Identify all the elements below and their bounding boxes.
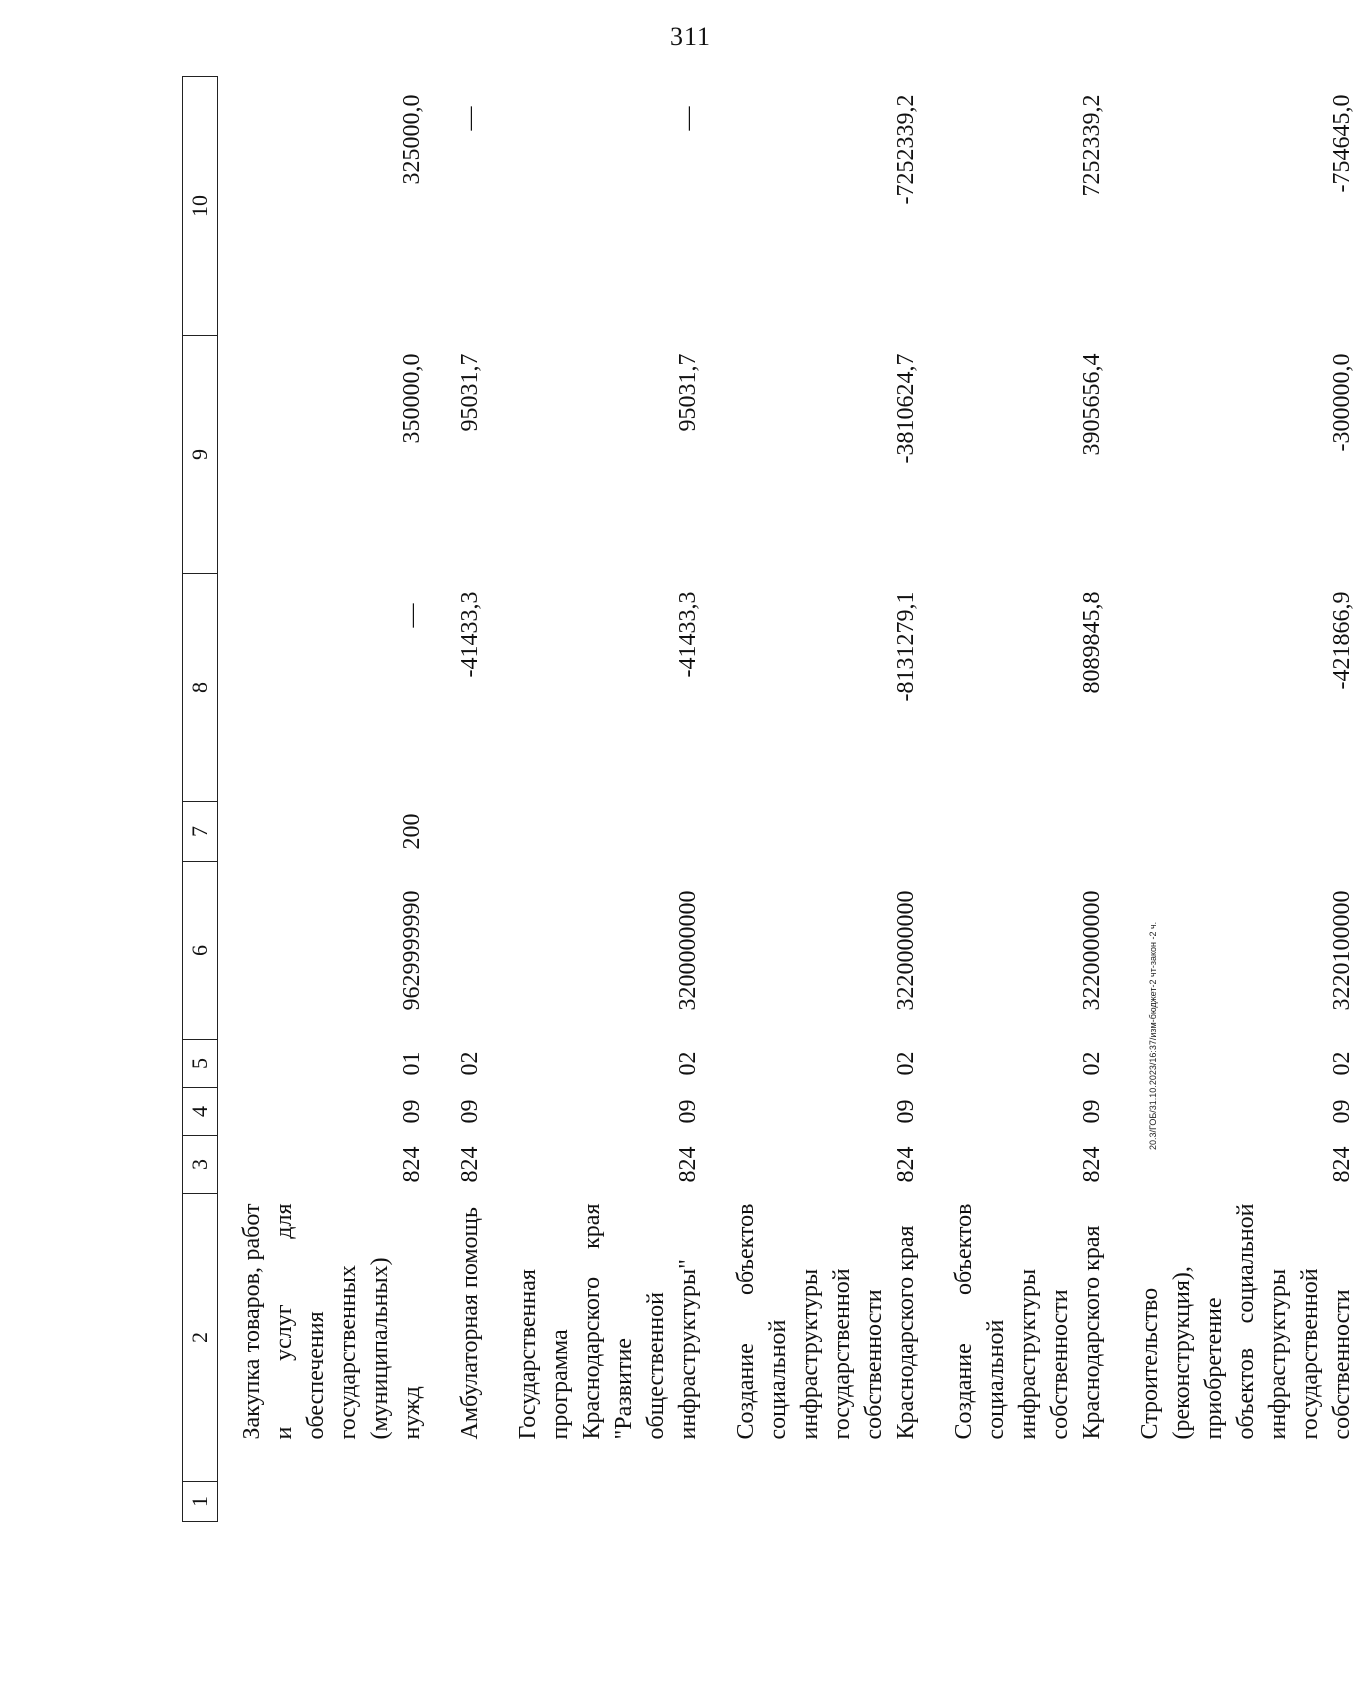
target-article-cell: 3220000000 (893, 890, 919, 1011)
expense-type-cell (436, 802, 494, 862)
amount-cell: — (457, 106, 483, 131)
table-row (494, 77, 712, 1522)
expense-type-cell: 200 (399, 813, 425, 850)
amount-cell: 3905656,4 (1079, 353, 1105, 456)
amount-cell: -8131279,1 (893, 591, 919, 702)
table-header-row (183, 77, 218, 1522)
table-row (436, 77, 494, 1522)
column-header: 4 (183, 1088, 218, 1136)
subsection-cell: 02 (457, 1051, 483, 1076)
amount-cell: -421866,9 (1329, 591, 1355, 690)
amount-cell: -3810624,7 (893, 353, 919, 464)
expense-type-cell (712, 802, 930, 862)
amount-cell: — (399, 603, 425, 628)
target-article-cell: 3220000000 (1079, 890, 1105, 1011)
row-number-cell (436, 1482, 494, 1522)
code-cell: 824 (675, 1146, 701, 1183)
column-header: 7 (183, 802, 218, 862)
amount-cell: — (675, 106, 701, 131)
target-article-cell: 3200000000 (675, 890, 701, 1011)
column-header: 9 (183, 336, 218, 574)
table-row (930, 77, 1116, 1522)
column-header: 2 (183, 1194, 218, 1482)
amount-cell: 325000,0 (399, 94, 425, 185)
table-row (218, 77, 437, 1522)
section-cell: 09 (399, 1099, 425, 1124)
column-header: 10 (183, 77, 218, 336)
target-article-cell: 9629999990 (399, 890, 425, 1011)
amount-cell: 8089845,8 (1079, 591, 1105, 694)
amount-cell: 95031,7 (675, 353, 701, 432)
amount-cell: -300000,0 (1329, 353, 1355, 452)
code-cell: 824 (1329, 1146, 1355, 1183)
description-cell: Строительство (реконструкция), приобретение объектов социальной инфраструктуры государственной собственности (1137, 1203, 1355, 1440)
section-cell: 09 (1079, 1099, 1105, 1124)
row-number-cell (1116, 1482, 1366, 1522)
subsection-cell: 02 (1329, 1051, 1355, 1076)
target-article-cell: 3220100000 (1329, 890, 1355, 1011)
column-header: 5 (183, 1040, 218, 1088)
code-cell: 824 (1079, 1146, 1105, 1183)
expense-type-cell (1116, 802, 1366, 862)
amount-cell: -754645,0 (1329, 94, 1355, 193)
column-header: 8 (183, 574, 218, 802)
page-number: 311 (670, 22, 712, 51)
section-cell: 09 (1329, 1099, 1355, 1124)
row-number-cell (930, 1482, 1116, 1522)
subsection-cell: 02 (675, 1051, 701, 1076)
column-header: 3 (183, 1136, 218, 1194)
description-cell: Создание объектов социальной инфраструктуры собственности Краснодарского края (951, 1203, 1105, 1440)
table-row (1116, 77, 1366, 1522)
expense-type-cell (494, 802, 712, 862)
expense-type-cell (930, 802, 1116, 862)
table-row (712, 77, 930, 1522)
row-number-cell (712, 1482, 930, 1522)
amount-cell: 95031,7 (457, 353, 483, 432)
amount-cell: -7252339,2 (893, 94, 919, 205)
description-cell: Закупка товаров, работ и услуг для обеспечения государственных (муниципальных) нужд (239, 1203, 425, 1440)
footer-note: 20.3/ГОБ/31.10.2023/16:37/изм-бюджет-2 чт-закон -2 ч. (1148, 921, 1158, 1150)
target-article-cell (436, 862, 494, 1040)
amount-cell: -41433,3 (675, 591, 701, 678)
amount-cell: 7252339,2 (1079, 94, 1105, 197)
column-header: 1 (183, 1482, 218, 1522)
section-cell: 09 (893, 1099, 919, 1124)
budget-table (182, 76, 1366, 1522)
column-header: 6 (183, 862, 218, 1040)
row-number-cell (494, 1482, 712, 1522)
description-cell: Амбулаторная помощь (457, 1207, 483, 1440)
row-number-cell (218, 1482, 437, 1522)
description-cell: Государственная программа Краснодарского края "Развитие общественной инфраструктуры" (515, 1203, 701, 1440)
subsection-cell: 02 (1079, 1051, 1105, 1076)
section-cell: 09 (457, 1099, 483, 1124)
section-cell: 09 (675, 1099, 701, 1124)
description-cell: Создание объектов социальной инфраструктуры государственной собственности Краснодарского края (733, 1203, 919, 1440)
code-cell: 824 (399, 1146, 425, 1183)
subsection-cell: 01 (399, 1051, 425, 1076)
code-cell: 824 (893, 1146, 919, 1183)
amount-cell: -41433,3 (457, 591, 483, 678)
subsection-cell: 02 (893, 1051, 919, 1076)
code-cell: 824 (457, 1146, 483, 1183)
amount-cell: 350000,0 (399, 353, 425, 444)
